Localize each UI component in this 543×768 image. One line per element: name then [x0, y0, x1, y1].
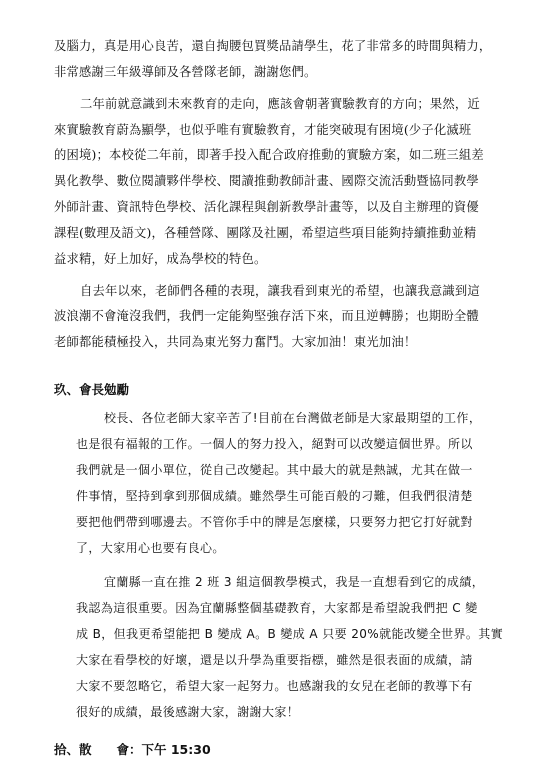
text-line: 自去年以來，老師們各種的表現，讓我看到東光的希望，也讓我意識到這	[80, 284, 480, 298]
text-line: 校長、各位老師大家辛苦了!目前在台灣做老師是大家最期望的工作，	[104, 411, 482, 425]
text-line: 成 B，但我更希望能把 B 變成 A。B 變成 A 只要 20%就能改變全世界。其實	[76, 627, 504, 641]
text-line: 的困境)；本校從二年前，即著手投入配合政府推動的實驗方案，如二班三組差	[54, 148, 484, 162]
text-line: 大家在看學校的好壞，還是以升學為重要指標，雖然是很表面的成績，請	[76, 653, 473, 667]
text-line: 來實驗教育蔚為顯學，也似乎唯有實驗教育，才能突破現有困境(少子化滅班	[54, 123, 472, 137]
text-line: 我們就是一個小單位，從自己改變起。其中最大的就是熱誠，尤其在做一	[76, 463, 473, 477]
text-line: 件事情，堅持到拿到那個成績。雖然學生可能百般的刁難，但我們很清楚	[76, 489, 473, 503]
text-line: 非常感謝三年級導師及各營隊老師，謝謝您們。	[54, 65, 317, 79]
text-line: 我認為這很重要。因為宜蘭縣整個基礎教育，大家都是希望說我們把 C 變	[76, 601, 478, 615]
text-line: 老師都能積極投入，共同為東光努力奮鬥。大家加油！東光加油！	[54, 335, 417, 349]
text-line: 二年前就意識到未來教育的走向，應該會朝著實驗教育的方向；果然，近	[80, 97, 480, 111]
text-line: 異化教學、數位閱讀夥伴學校、閱讀推動教師計畫、國際交流活動暨協同教學	[54, 174, 479, 188]
text-line: 很好的成績，最後感謝大家，謝謝大家！	[76, 705, 300, 719]
text-line: 了，大家用心也要有良心。	[76, 541, 225, 555]
text-line: 波浪潮不會淹沒我們，我們一定能夠堅強存活下來，而且逆轉勝；也期盼全體	[54, 309, 479, 323]
section-heading-adjourn: 拾、散 會：下午 15:30	[54, 742, 211, 757]
text-line: 大家不要忽略它，希望大家一起努力。也感謝我的女兒在老師的教導下有	[76, 679, 473, 693]
text-line: 及腦力，真是用心良苦，還自掏腰包買獎品請學生，花了非常多的時間與精力，	[54, 39, 492, 53]
text-line: 益求精，好上加好，成為學校的特色。	[54, 252, 267, 266]
text-line: 要把他們帶到哪邊去。不管你手中的牌是怎麼樣，只要努力把它打好就對	[76, 515, 473, 529]
text-line: 也是很有福報的工作。一個人的努力投入，絕對可以改變這個世界。所以	[76, 437, 473, 451]
text-line: 課程(數理及語文)，各種營隊、團隊及社團，希望這些項目能夠持續推動並精	[54, 226, 477, 240]
section-heading: 玖、會長勉勵	[54, 382, 130, 397]
text-line: 宜蘭縣一直在推 2 班 3 組這個教學模式，我是一直想看到它的成績，	[104, 575, 485, 589]
text-line: 外師計畫、資訊特色學校、活化課程與創新教學計畫等，以及自主辦理的資優	[54, 200, 479, 214]
